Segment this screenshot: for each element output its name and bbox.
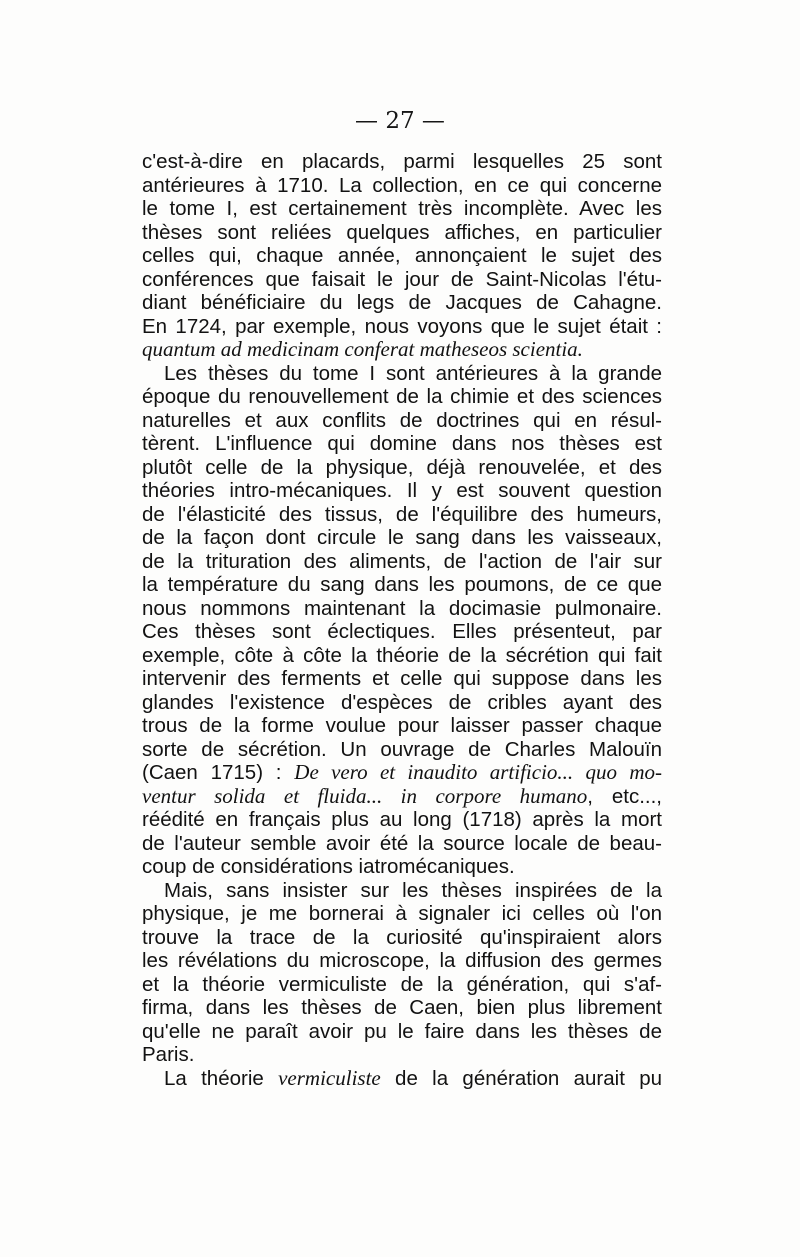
text-segment: le tome I, est certainement très incomplète. Avec les — [142, 197, 662, 220]
text-segment: coup de considérations iatromécaniques. — [142, 855, 515, 878]
text-line — [142, 291, 662, 315]
text-line — [142, 1067, 662, 1091]
text-segment: physique, je me bornerai à signaler ici celles où l'on — [142, 902, 662, 925]
text-line — [142, 456, 662, 480]
text-segment: trouve la trace de la curiosité qu'inspiraient alors — [142, 925, 662, 949]
text-segment: c'est-à-dire en placards, parmi lesquelles 25 sont — [142, 150, 662, 173]
italic-text-segment: vermiculiste — [278, 1065, 381, 1090]
text-line — [142, 503, 662, 527]
text-line — [142, 174, 662, 198]
text-line — [142, 362, 662, 386]
text-segment: thèses sont reliées quelques affiches, en particulier — [142, 220, 662, 244]
text-line — [142, 644, 662, 668]
text-segment: époque du renouvellement de la chimie et des sciences — [142, 385, 662, 408]
text-segment: celles qui, chaque année, annonçaient le sujet des — [142, 244, 662, 267]
text-line — [142, 338, 662, 362]
text-line — [142, 526, 662, 550]
text-line — [142, 573, 662, 597]
text-line — [142, 785, 662, 809]
text-segment: de la trituration des aliments, de l'action de l'air sur — [142, 549, 662, 573]
text-segment: Paris. — [142, 1043, 195, 1066]
text-line — [142, 667, 662, 691]
text-line — [142, 761, 662, 785]
text-line — [142, 197, 662, 221]
italic-text-segment: quantum ad medicinam conferat matheseos scientia. — [142, 337, 583, 361]
text-line — [142, 996, 662, 1020]
text-line — [142, 855, 662, 879]
text-segment: qu'elle ne paraît avoir pu le faire dans les thèses de — [142, 1019, 662, 1043]
text-segment: Les thèses du tome I sont antérieures à la grande — [164, 361, 662, 385]
text-segment: trous de la forme voulue pour laisser passer chaque — [142, 714, 662, 737]
text-segment: glandes l'existence d'espèces de cribles ayant des — [142, 690, 662, 714]
text-line — [142, 926, 662, 950]
italic-text-segment: ventur solida et fluida... in corpore humano — [142, 783, 588, 808]
text-line — [142, 832, 662, 856]
text-segment: (Caen 1715) : — [142, 761, 295, 784]
text-line — [142, 808, 662, 832]
text-segment: tèrent. L'influence qui domine dans nos thèses est — [142, 432, 662, 455]
text-line — [142, 902, 662, 926]
text-line — [142, 738, 662, 762]
text-line — [142, 550, 662, 574]
text-segment: naturelles et aux conflits de doctrines qui en résul- — [142, 408, 662, 432]
text-line — [142, 620, 662, 644]
text-line — [142, 597, 662, 621]
text-segment: Mais, sans insister sur les thèses inspirées de la — [164, 878, 662, 902]
text-segment: exemple, côte à côte la théorie de la sécrétion qui fait — [142, 643, 662, 667]
text-segment: réédité en français plus au long (1718) après la mort — [142, 808, 662, 831]
text-segment: antérieures à 1710. La collection, en ce qui concerne — [142, 173, 662, 197]
text-line — [142, 409, 662, 433]
text-segment: les révélations du microscope, la diffusion des germes — [142, 949, 662, 972]
text-line — [142, 1020, 662, 1044]
text-line — [142, 691, 662, 715]
text-segment: firma, dans les thèses de Caen, bien plus librement — [142, 996, 662, 1019]
text-segment: La théorie — [164, 1066, 279, 1090]
text-line — [142, 432, 662, 456]
text-segment: la température du sang dans les poumons, de ce que — [142, 573, 662, 596]
text-segment: de l'élasticité des tissus, de l'équilibre des humeurs, — [142, 502, 662, 526]
text-line — [142, 244, 662, 268]
text-segment: nous nommons maintenant la docimasie pulmonaire. — [142, 596, 662, 620]
text-line — [142, 221, 662, 245]
text-line — [142, 479, 662, 503]
text-segment: Ces thèses sont éclectiques. Elles présenteut, par — [142, 620, 662, 643]
text-segment: de l'auteur semble avoir été la source locale de beau- — [142, 831, 662, 855]
body-text — [142, 150, 662, 1090]
text-segment: de la génération aurait pu — [380, 1066, 663, 1090]
text-segment: plutôt celle de la physique, déjà renouvelée, et des — [142, 455, 662, 479]
text-segment: et la théorie vermiculiste de la génération, qui s'af- — [142, 972, 662, 996]
text-line — [142, 714, 662, 738]
text-line — [142, 1043, 662, 1067]
text-line — [142, 973, 662, 997]
text-line — [142, 315, 662, 339]
text-line — [142, 949, 662, 973]
text-segment: intervenir des ferments et celle qui suppose dans les — [142, 667, 662, 690]
text-segment: , etc..., — [587, 784, 662, 808]
text-segment: théories intro-mécaniques. Il y est souvent question — [142, 479, 662, 502]
text-segment: sorte de sécrétion. Un ouvrage de Charles Malouïn — [142, 737, 662, 761]
text-segment: de la façon dont circule le sang dans les vaisseaux, — [142, 526, 662, 549]
text-segment: conférences que faisait le jour de Saint-Nicolas l'étu- — [142, 267, 662, 291]
text-segment: En 1724, par exemple, nous voyons que le sujet était : — [142, 314, 662, 338]
page-number: — 27 — — [355, 108, 445, 134]
text-line — [142, 879, 662, 903]
text-line — [142, 385, 662, 409]
text-segment: diant bénéficiaire du legs de Jacques de Cahagne. — [142, 291, 662, 314]
text-line — [142, 150, 662, 174]
italic-text-segment: De vero et inaudito artificio... quo mo- — [294, 760, 662, 784]
text-line — [142, 268, 662, 292]
